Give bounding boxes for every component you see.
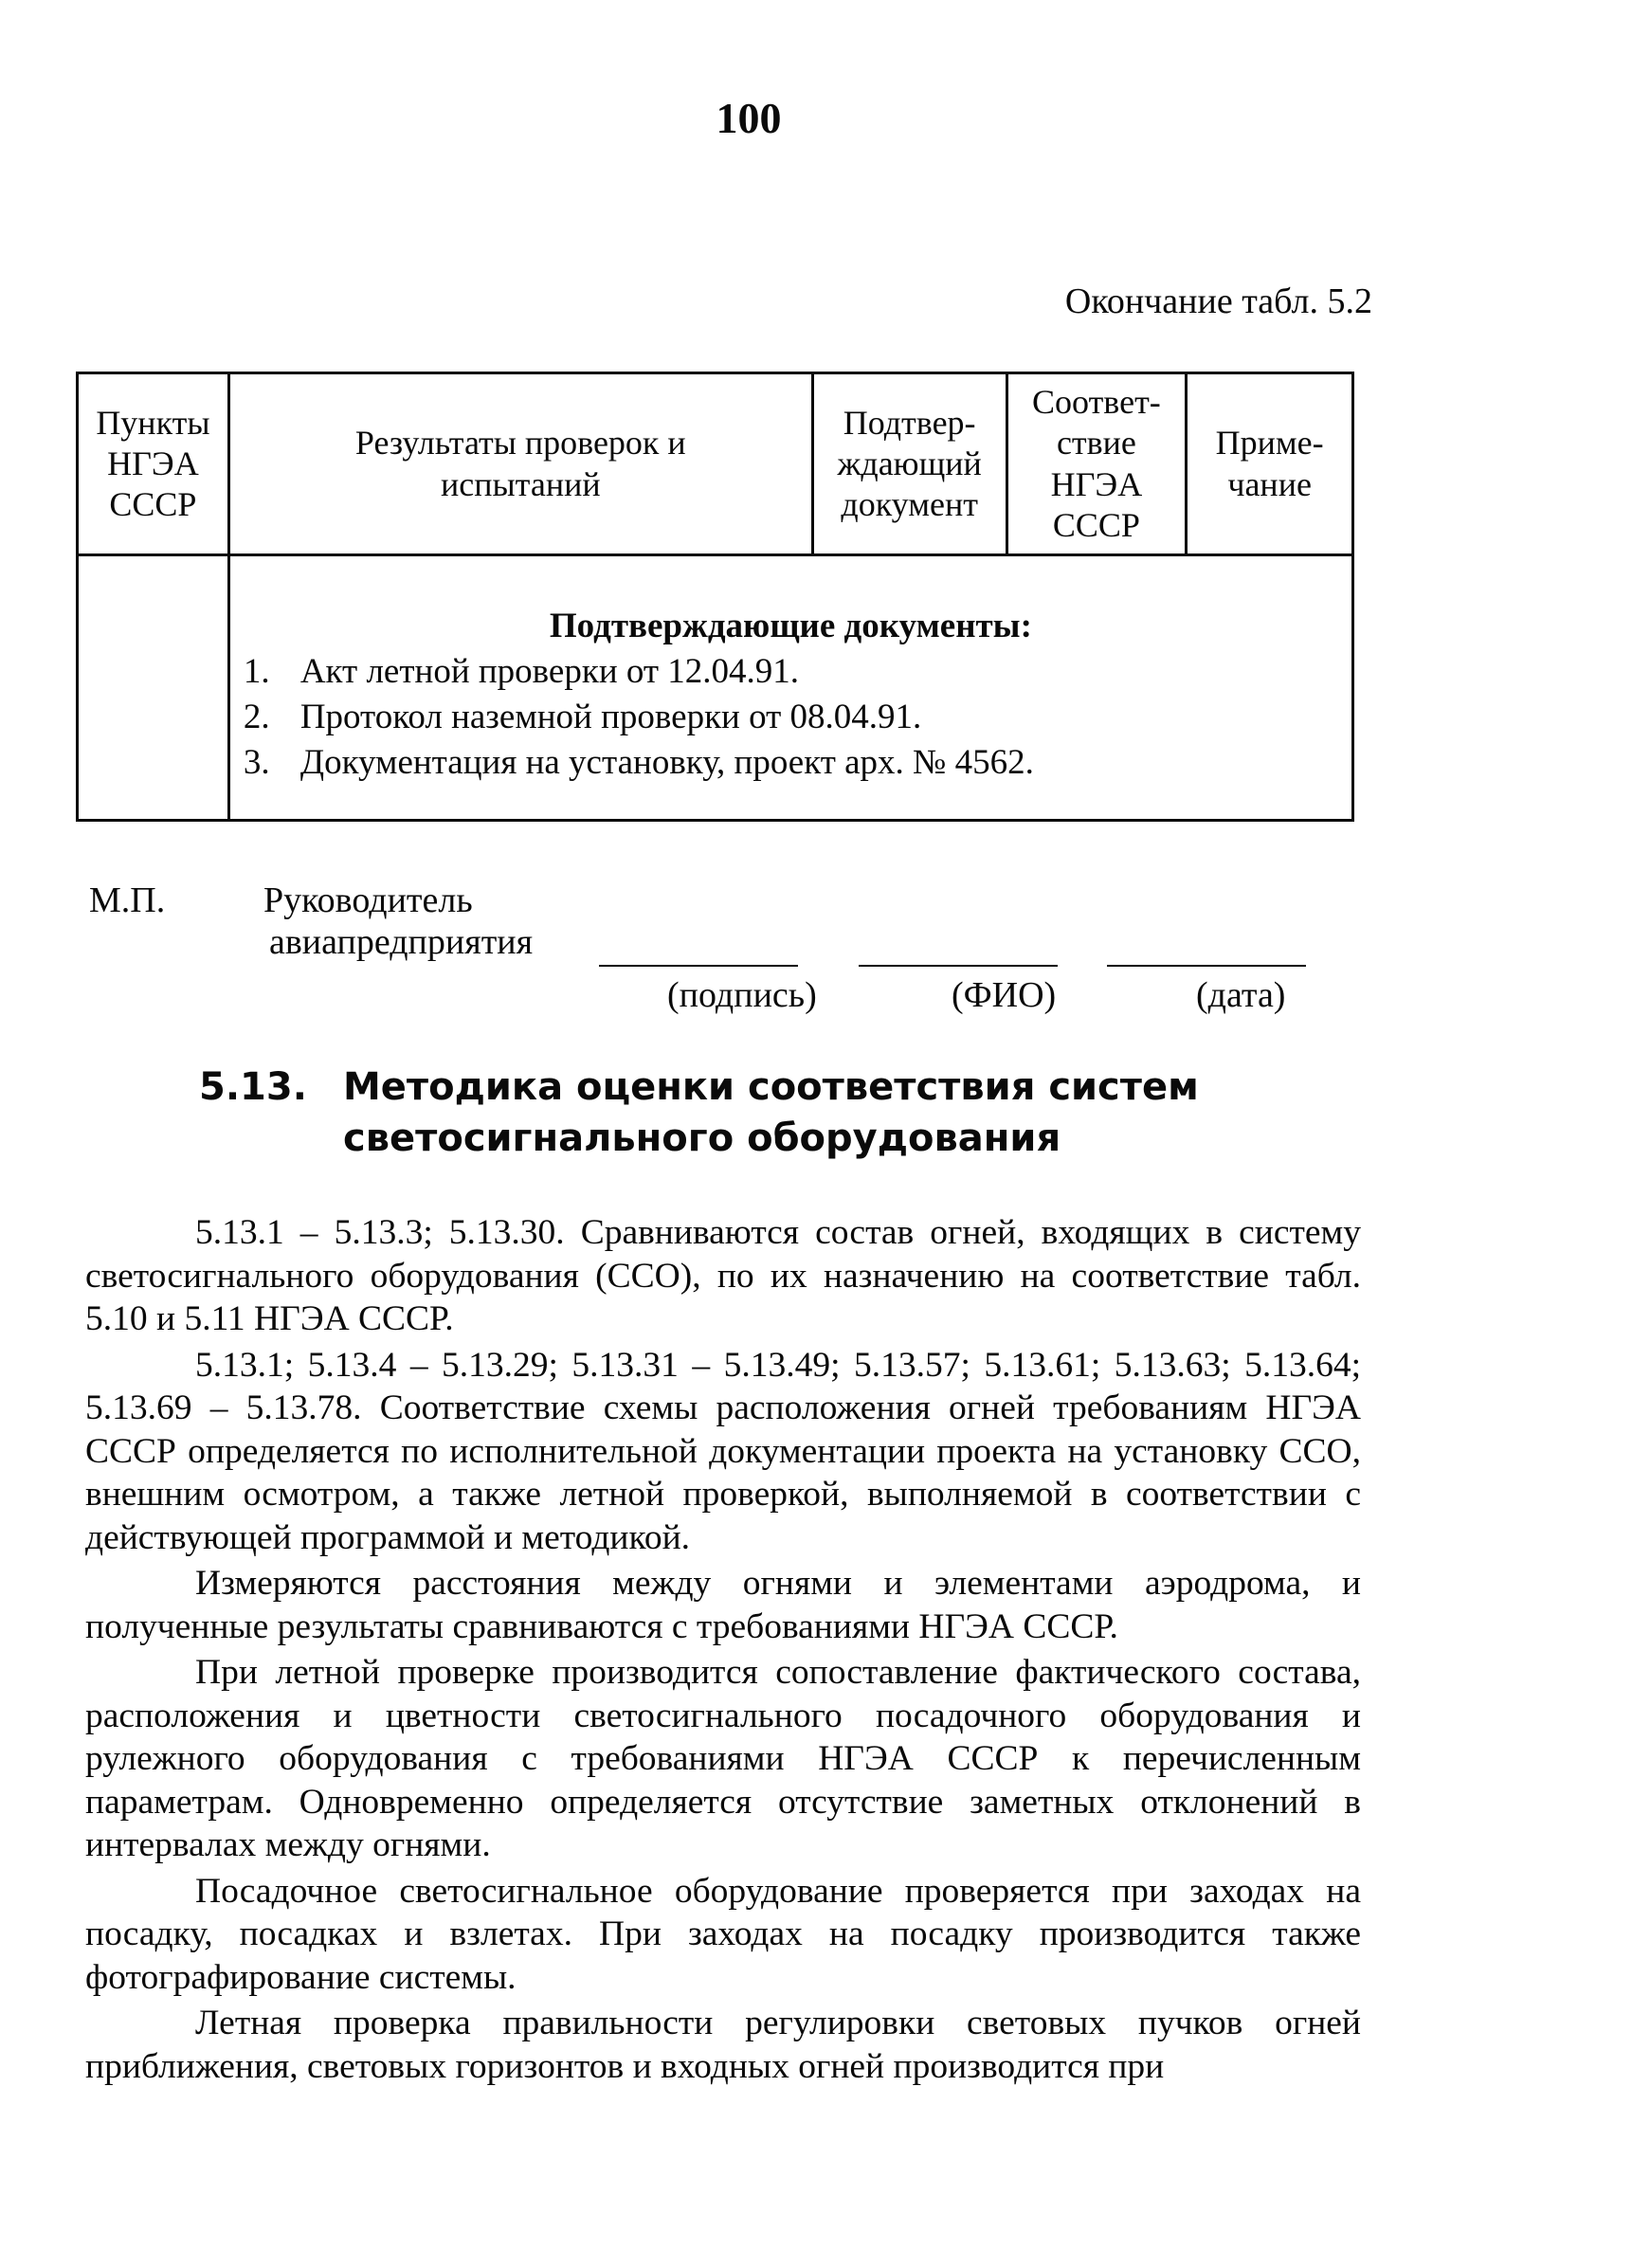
table-cell-empty	[78, 555, 229, 821]
header-cell-clauses	[78, 373, 229, 555]
head-label-line: Руководитель	[263, 880, 473, 920]
paragraph: 5.13.1; 5.13.4 – 5.13.29; 5.13.31 – 5.13.49; 5.13.57; 5.13.61; 5.13.63; 5.13.64; 5.13.69 – 5.13.78. Соответствие схемы расположения огней требованиям НГЭА СССР определяется по исполнительной документации проекта на установку ССО, внешним осмотром, а также летной проверкой, выполняемой в соответствии с действующей программой и методикой.	[85, 1345, 1361, 1557]
name-line	[859, 965, 1058, 967]
header-cell-compliance	[1006, 373, 1187, 555]
paragraph: Посадочное светосигнальное оборудование проверяется при заходах на посадку, посадках и взлетах. При заходах на посадку производится также фотографирование системы.	[85, 1871, 1361, 1997]
section-number: 5.13.	[199, 1065, 307, 1109]
results-table	[76, 372, 1354, 822]
header-label: Соответ-ствие НГЭА СССР	[1032, 383, 1161, 544]
list-item-text: Акт летной проверки от 12.04.91.	[299, 652, 800, 692]
paragraph: Летная проверка правильности регулировки световых пучков огней приближения, световых горизонтов и входных огней производится при	[85, 2004, 1361, 2086]
section-title: Методика оценки соответствия систем светосигнального оборудования	[343, 1065, 1199, 1160]
stamp-label: М.П.	[89, 880, 166, 920]
list-item-number: 1.	[243, 652, 270, 692]
documents-list	[230, 649, 1351, 786]
list-item	[230, 649, 1351, 695]
documents-title: Подтверждающие документы:	[549, 607, 1032, 645]
header-label: Подтвер-ждающий документ	[837, 403, 982, 524]
header-cell-document	[812, 373, 1006, 555]
signature-line	[599, 965, 798, 967]
date-caption: (дата)	[1196, 975, 1286, 1015]
page-number: 100	[716, 94, 782, 142]
list-item	[230, 740, 1351, 786]
header-cell-notes	[1187, 373, 1353, 555]
signature-caption: (подпись)	[667, 975, 817, 1015]
paragraph: При летной проверке производится сопоставление фактического состава, расположения и цветности светосигнального посадочного оборудования и рулежного оборудования с требованиями НГЭА СССР к перечисленным параметрам. Одновременно определяется отсутствие заметных отклонений в интервалах между огнями.	[85, 1653, 1361, 1864]
header-label: Результаты проверок и испытаний	[354, 424, 686, 503]
list-item	[230, 695, 1351, 740]
header-label: Пункты НГЭА СССР	[96, 403, 210, 524]
table-caption: Окончание табл. 5.2	[1064, 281, 1372, 321]
header-label: Приме-чание	[1215, 424, 1324, 503]
section-heading	[199, 1061, 1234, 1164]
date-line	[1107, 965, 1306, 967]
table-header-row	[78, 373, 1353, 555]
list-item-number: 3.	[243, 743, 270, 783]
table-cell-documents	[228, 555, 1352, 821]
head-label-line: авиапредприятия	[269, 922, 534, 962]
name-caption: (ФИО)	[952, 975, 1057, 1015]
header-cell-results	[228, 373, 812, 555]
body-text	[85, 1211, 1361, 2091]
paragraph: 5.13.1 – 5.13.3; 5.13.30. Сравниваются состав огней, входящих в систему светосигнального оборудования (ССО), по их назначению на соответствие табл. 5.10 и 5.11 НГЭА СССР.	[85, 1213, 1361, 1338]
table-body-row	[78, 555, 1353, 821]
head-label	[263, 880, 533, 963]
list-item-text: Протокол наземной проверки от 08.04.91.	[299, 698, 922, 737]
paragraph: Измеряются расстояния между огнями и элементами аэродрома, и полученные результаты сравниваются с требованиями НГЭА СССР.	[85, 1564, 1361, 1646]
list-item-text: Документация на установку, проект арх. № 4562.	[299, 743, 1034, 783]
signature-block	[89, 880, 1340, 1022]
list-item-number: 2.	[243, 698, 270, 737]
